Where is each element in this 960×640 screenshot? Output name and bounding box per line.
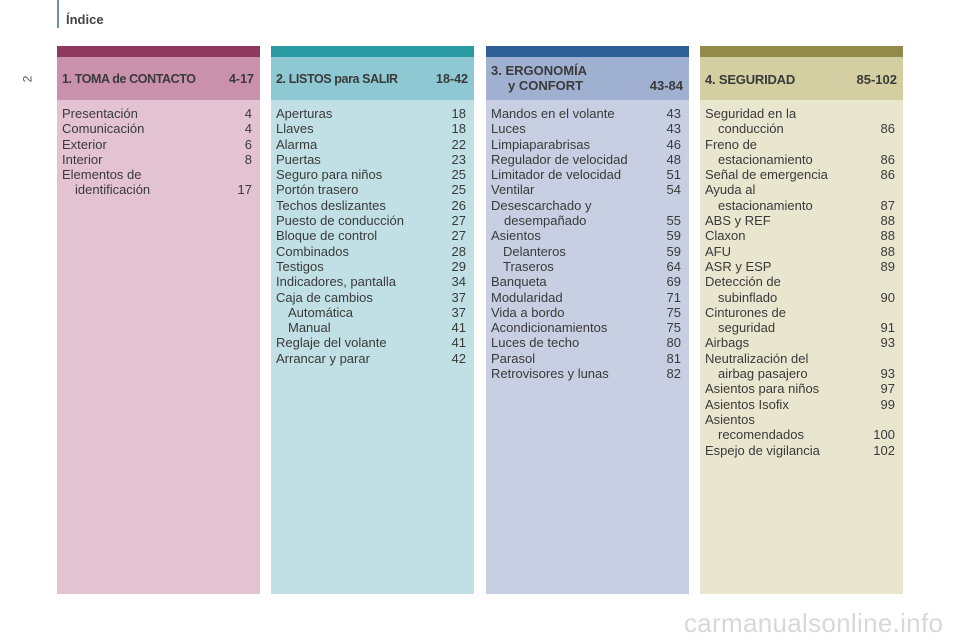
toc-item[interactable]: [271, 335, 474, 350]
toc-item[interactable]: [486, 305, 689, 320]
toc-item-label: Luces: [491, 121, 526, 137]
toc-item-page: 28: [451, 243, 466, 259]
toc-item-page: 29: [451, 258, 466, 274]
toc-item-page: 71: [666, 289, 681, 305]
toc-item[interactable]: [271, 121, 474, 136]
item-list: [700, 100, 903, 458]
toc-item-label: Puesto de conducción: [276, 213, 404, 229]
toc-item-label: Asientos para niños: [705, 381, 820, 397]
toc-item-page: 37: [451, 304, 466, 320]
toc-item[interactable]: [700, 106, 903, 137]
section-pages: 43-84: [649, 78, 683, 93]
toc-item[interactable]: [486, 106, 689, 121]
toc-item-page: 93: [880, 366, 895, 382]
toc-item-label: Puertas: [276, 151, 321, 167]
section-header[interactable]: [486, 57, 689, 100]
section-listos-para-salir: [271, 46, 474, 594]
toc-item-label-continued: estacionamiento: [718, 151, 813, 167]
toc-item[interactable]: [700, 335, 903, 350]
toc-item-page: 55: [666, 213, 681, 229]
toc-item[interactable]: [486, 290, 689, 305]
toc-item-label: Indicadores, pantalla: [276, 274, 396, 290]
toc-item-page: 17: [237, 182, 252, 198]
toc-item-page: 43: [666, 106, 681, 121]
section-bar: [486, 46, 689, 57]
toc-item-page: 86: [880, 121, 895, 137]
toc-item-page: 89: [880, 258, 895, 274]
toc-item-label: Caja de cambios: [276, 289, 373, 305]
toc-item-page: 75: [666, 320, 681, 336]
toc-item-page: 97: [880, 381, 895, 397]
toc-item-page: 25: [451, 182, 466, 198]
toc-item-page: 59: [666, 228, 681, 244]
toc-item-page: 26: [451, 197, 466, 213]
toc-item-label: Freno de: [705, 136, 758, 152]
toc-item-label-continued: seguridad: [718, 320, 776, 336]
toc-item-label: Claxon: [705, 228, 746, 244]
toc-item-page: 18: [451, 121, 466, 137]
toc-item-page: 51: [666, 167, 681, 183]
toc-item[interactable]: [57, 167, 260, 198]
toc-item[interactable]: [271, 320, 474, 335]
toc-item-label: Llaves: [276, 121, 314, 137]
toc-item-label: Regulador de velocidad: [491, 151, 628, 167]
section-title: 4. SEGURIDAD: [705, 72, 796, 87]
toc-item-page: 48: [666, 151, 681, 167]
toc-item-label: Mandos en el volante: [491, 106, 615, 121]
toc-item-label-continued: estacionamiento: [718, 197, 813, 213]
toc-item[interactable]: [700, 412, 903, 443]
toc-item[interactable]: [57, 121, 260, 136]
section-body: [57, 100, 260, 594]
section-body: [700, 100, 903, 594]
toc-item-label: Asientos Isofix: [705, 396, 789, 412]
toc-item-page: 64: [666, 258, 681, 274]
toc-item-page: 91: [880, 320, 895, 336]
toc-item-label: Espejo de vigilancia: [705, 442, 820, 458]
toc-item-label-continued: identificación: [75, 182, 151, 198]
toc-item[interactable]: [271, 228, 474, 243]
section-header[interactable]: [271, 57, 474, 100]
section-bar: [57, 46, 260, 57]
toc-item-label: Vida a bordo: [491, 304, 565, 320]
toc-item[interactable]: [486, 137, 689, 152]
toc-item-page: 8: [244, 151, 252, 167]
toc-item-page: 6: [244, 136, 252, 152]
section-header[interactable]: [57, 57, 260, 100]
toc-item-page: 22: [451, 136, 466, 152]
toc-item-page: 69: [666, 274, 681, 290]
toc-item-label: Cinturones de: [705, 304, 786, 320]
toc-item-label: Bloque de control: [276, 228, 378, 244]
section-toma-de-contacto: [57, 46, 260, 594]
toc-item[interactable]: [486, 274, 689, 289]
toc-item-label: Banqueta: [491, 274, 547, 290]
toc-item[interactable]: [271, 305, 474, 320]
toc-item-label: Asientos: [491, 228, 541, 244]
toc-item-label: Comunicación: [62, 121, 145, 137]
toc-item-label: Limpiaparabrisas: [491, 136, 590, 152]
section-title-line1: 3. ERGONOMÍA: [491, 63, 588, 78]
toc-item-page: 59: [666, 243, 681, 259]
toc-item[interactable]: [271, 244, 474, 259]
toc-item-page: 86: [880, 167, 895, 183]
section-bar: [271, 46, 474, 57]
toc-item-label-continued: desempañado: [504, 213, 587, 229]
toc-item-page: 23: [451, 151, 466, 167]
toc-item[interactable]: [486, 366, 689, 381]
section-title: 1. TOMA de CONTACTO: [62, 72, 196, 86]
toc-item[interactable]: [271, 137, 474, 152]
toc-item-label-continued: airbag pasajero: [718, 366, 808, 382]
toc-item[interactable]: [57, 137, 260, 152]
toc-item-label: ABS y REF: [705, 213, 771, 229]
toc-item-label: Ventilar: [491, 182, 535, 198]
toc-item-label: Limitador de velocidad: [491, 167, 622, 183]
toc-item[interactable]: [271, 274, 474, 289]
section-header[interactable]: [700, 57, 903, 100]
toc-item-label: Traseros: [503, 258, 554, 274]
toc-item[interactable]: [700, 305, 903, 336]
toc-item-page: 88: [880, 228, 895, 244]
toc-item-page: 75: [666, 304, 681, 320]
toc-item-label: Portón trasero: [276, 182, 359, 198]
toc-item[interactable]: [486, 121, 689, 136]
toc-item-label: Delanteros: [503, 243, 566, 259]
toc-item-label: Presentación: [62, 106, 138, 121]
toc-item-page: 4: [244, 106, 252, 121]
toc-item-page: 88: [880, 213, 895, 229]
toc-item[interactable]: [486, 351, 689, 366]
toc-item-label: Seguridad en la: [705, 106, 797, 121]
toc-item[interactable]: [700, 274, 903, 305]
toc-item-label: Manual: [288, 320, 331, 336]
toc-item[interactable]: [486, 152, 689, 167]
toc-item-page: 37: [451, 289, 466, 305]
section-ergonomia-y-confort: [486, 46, 689, 594]
toc-item[interactable]: [700, 397, 903, 412]
toc-item[interactable]: [700, 351, 903, 382]
toc-item[interactable]: [271, 167, 474, 182]
toc-item-page: 18: [451, 106, 466, 121]
toc-item-label: ASR y ESP: [705, 258, 772, 274]
toc-item[interactable]: [57, 106, 260, 121]
toc-item-page: 99: [880, 396, 895, 412]
toc-item-page: 82: [666, 366, 681, 382]
toc-item-label: Arrancar y parar: [276, 350, 370, 366]
toc-item-label: AFU: [705, 243, 731, 259]
item-list: [271, 100, 474, 366]
toc-item-page: 86: [880, 151, 895, 167]
toc-item-label: Asientos: [705, 411, 755, 427]
toc-item[interactable]: [700, 228, 903, 243]
item-list: [486, 100, 689, 381]
toc-item[interactable]: [271, 152, 474, 167]
toc-item-label: Testigos: [276, 258, 324, 274]
toc-item[interactable]: [486, 167, 689, 182]
toc-item-label: Seguro para niños: [276, 167, 383, 183]
toc-item[interactable]: [271, 182, 474, 197]
toc-item-label: Señal de emergencia: [705, 167, 828, 183]
toc-item[interactable]: [700, 137, 903, 168]
toc-item[interactable]: [486, 259, 689, 274]
toc-item[interactable]: [486, 244, 689, 259]
toc-item-page: 27: [451, 228, 466, 244]
toc-item-page: 4: [244, 121, 252, 137]
toc-item[interactable]: [700, 443, 903, 458]
toc-item-page: 100: [873, 427, 895, 443]
watermark: carmanualsonline.info: [684, 608, 944, 638]
toc-item-label-continued: subinflado: [718, 289, 778, 305]
toc-item-page: 25: [451, 167, 466, 183]
toc-item-label: Acondicionamientos: [491, 320, 608, 336]
toc-item[interactable]: [271, 213, 474, 228]
toc-item-label: Interior: [62, 151, 103, 167]
toc-item[interactable]: [700, 381, 903, 396]
toc-item-page: 41: [451, 320, 466, 336]
section-title: [491, 63, 587, 93]
toc-item-label: Airbags: [705, 335, 750, 351]
toc-item[interactable]: [700, 244, 903, 259]
top-rule: [57, 0, 59, 28]
toc-item-label: Ayuda al: [705, 182, 756, 198]
section-bar: [700, 46, 903, 57]
section-title-line2: y CONFORT: [508, 78, 584, 93]
toc-item[interactable]: [57, 152, 260, 167]
toc-item[interactable]: [700, 182, 903, 213]
section-body: [486, 100, 689, 594]
toc-item-page: 81: [666, 350, 681, 366]
toc-item-label: Modularidad: [491, 289, 563, 305]
toc-item[interactable]: [700, 213, 903, 228]
toc-item-label-continued: recomendados: [718, 427, 804, 443]
toc-item[interactable]: [700, 259, 903, 274]
toc-item[interactable]: [486, 320, 689, 335]
toc-item-label: Exterior: [62, 136, 107, 152]
toc-item-label: Elementos de: [62, 167, 142, 183]
toc-item-page: 34: [451, 274, 466, 290]
section-pages: 4-17: [228, 72, 254, 86]
toc-item-page: 54: [666, 182, 681, 198]
toc-item-page: 43: [666, 121, 681, 137]
toc-item-label: Techos deslizantes: [276, 197, 386, 213]
toc-item-label: Desescarchado y: [491, 197, 592, 213]
toc-item-page: 41: [451, 335, 466, 351]
toc-item[interactable]: [271, 259, 474, 274]
toc-item-page: 80: [666, 335, 681, 351]
section-pages: 85-102: [856, 72, 897, 87]
toc-item-page: 42: [451, 350, 466, 366]
toc-item-label-continued: conducción: [718, 121, 784, 137]
toc-item[interactable]: [271, 290, 474, 305]
section-body: [271, 100, 474, 594]
toc-item[interactable]: [486, 198, 689, 229]
section-pages: 18-42: [436, 72, 468, 86]
toc-item[interactable]: [271, 198, 474, 213]
page-number: 2: [20, 75, 35, 83]
toc-item-label: Automática: [288, 304, 354, 320]
toc-item-page: 93: [880, 335, 895, 351]
toc-item-label: Alarma: [276, 136, 318, 152]
toc-item-label: Reglaje del volante: [276, 335, 387, 351]
toc-item-label: Luces de techo: [491, 335, 580, 351]
toc-item-label: Detección de: [705, 274, 781, 290]
toc-item-page: 102: [873, 442, 895, 458]
section-seguridad: [700, 46, 903, 594]
toc-item[interactable]: [271, 351, 474, 366]
toc-item-label: Parasol: [491, 350, 536, 366]
toc-item-label: Neutralización del: [705, 350, 809, 366]
toc-item-label: Aperturas: [276, 106, 333, 121]
toc-item-page: 46: [666, 136, 681, 152]
section-title: 2. LISTOS para SALIR: [276, 72, 398, 86]
toc-item[interactable]: [271, 106, 474, 121]
toc-item-page: 90: [880, 289, 895, 305]
toc-item[interactable]: [486, 228, 689, 243]
toc-item-label: Retrovisores y lunas: [491, 366, 609, 382]
toc-item-label: Combinados: [276, 243, 349, 259]
toc-item-page: 27: [451, 213, 466, 229]
toc-item[interactable]: [486, 335, 689, 350]
toc-item[interactable]: [700, 167, 903, 182]
page-title: Índice: [66, 12, 104, 27]
toc-item-page: 87: [880, 197, 895, 213]
item-list: [57, 100, 260, 198]
toc-item[interactable]: [486, 182, 689, 197]
toc-item-page: 88: [880, 243, 895, 259]
